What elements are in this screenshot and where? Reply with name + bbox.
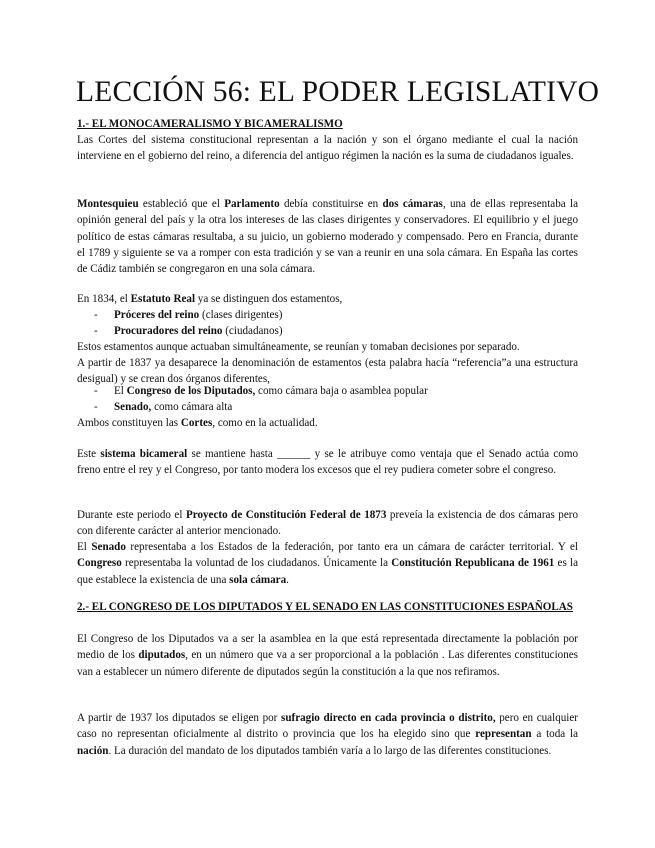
section-1-heading-block [77,116,578,132]
s1-paragraph-9 [77,539,578,588]
text: , una de ellas representaba la opinión general del país y la otra los intereses de las clases dirigentes y conservadores. El equilibrio y el juego político de estas cámaras resultaba, a su juicio, un gobierno moderado y compensado. Pero en Francia, durante el 1789 y siguiente se va a romper con esta tradición y se van a reunir en una sola cámara. En España las cortes de Cádiz también se congregaron en una sola cámara. [77,198,578,276]
estamentos-list [77,307,578,340]
text: Durante este periodo el [77,509,186,521]
text: representaba a los Estados de la federación, por tanto era un cámara de carácter territorial. Y el [125,541,578,553]
term-dos-camaras: dos cámaras [382,198,443,210]
s1-paragraph-2 [77,196,578,277]
bullet-dash: - [94,325,98,338]
s1-paragraph-1: Las Cortes del sistema constitucional representan a la nación y son el órgano mediante el cual la nación interviene en el gobierno del reino, a diferencia del antiguo régimen la nación es la suma de ciudadanos iguales. [77,134,578,163]
s1-paragraph-6 [77,415,578,431]
list-item [77,383,578,399]
term-sufragio-directo: sufragio directo en cada provincia o distrito, [281,712,496,724]
list-item [77,307,578,323]
term-nacion: nación [77,744,109,757]
list-item [77,399,578,415]
text: El Congreso de los Diputados va a ser la asamblea en la que está representada directamente la población por medio de los [77,633,578,662]
bullet-dash: - [94,309,98,321]
text: estableció que el [138,198,225,210]
term-montesquieu: Montesquieu [77,198,139,210]
text: A partir de 1937 los diputados se eligen por [77,712,282,724]
term-representan: representan [475,728,532,741]
text: como cámara alta [151,401,233,414]
text: . [286,573,289,586]
text: representaba la voluntad de los ciudadanos. Únicamente la [121,557,392,570]
text: , en un número que va a ser proporcional a la población . Las diferentes constituciones van a establecer un número diferente de diputados según la constitución a la que nos refiramos. [77,649,579,678]
text: se mantiene hasta ______ y se le atribuye como ventaja que el Senado actúa como freno entre el rey y el Congreso, por tanto modera los excesos que el rey pudiera cometer sobre el congreso. [77,448,578,477]
term-diputados: diputados [138,649,186,662]
text: En 1834, el [77,293,131,305]
list-item-term: Próceres del reino [114,309,200,321]
s1-paragraph-8 [77,507,578,540]
text: como cámara baja o asamblea popular [255,385,428,397]
term-parlamento: Parlamento [224,198,280,210]
text: El [77,541,92,553]
s1-paragraph-3 [77,291,578,307]
term-congreso: Congreso [77,557,122,570]
s2-paragraph-1 [77,631,578,680]
s2-paragraph-2 [77,710,578,759]
section-2-heading: 2.- EL CONGRESO DE LOS DIPUTADOS Y EL SENADO EN LAS CONSTITUCIONES ESPAÑOLAS [77,601,573,613]
text: Ambos constituyen las [77,417,181,429]
bullet-dash: - [94,401,98,414]
list-item [77,323,578,339]
s1-paragraph-5: A partir de 1837 ya desaparece la denominación de estamentos (esta palabra hacía “referencia”a una estructura desigual) y se crean dos órganos diferentes, [77,357,578,386]
text: . La duración del mandato de los diputados también varía a lo largo de las diferentes constituciones. [108,744,552,757]
bullet-dash: - [94,385,98,397]
term-constitucion-republicana: Constitución Republicana de 1961 [391,557,555,570]
section-1-heading: 1.- EL MONOCAMERALISMO Y BICAMERALISMO [77,118,343,130]
text: (ciudadanos) [222,325,283,338]
text: Este [77,448,101,460]
s1-paragraph-7 [77,446,578,479]
text: El [114,385,127,397]
s1-paragraph-4: Estos estamentos aunque actuaban simultáneamente, se reunían y tomaban decisiones por separado. [77,341,520,353]
text: debía constituirse en [279,198,383,210]
term-senado: Senado [91,541,126,553]
text: , como en la actualidad. [212,417,318,429]
section-2-heading-block [77,599,578,615]
text: preveía la existencia de dos cámaras pero con diferente carácter al anterior mencionado. [77,509,578,538]
term-sola-camara: sola cámara [229,573,287,586]
term-proyecto-1873: Proyecto de Constitución Federal de 1873 [185,509,387,521]
list-item-term: Congreso de los Diputados, [126,385,256,397]
page-title: LECCIÓN 56: EL PODER LEGISLATIVO [76,76,600,108]
text: es la que establece la existencia de una [77,557,579,586]
text: ya se distinguen dos estamentos, [195,293,343,305]
text: (clases dirigentes) [199,309,283,321]
text: pero en cualquier caso no representan oficialmente al distrito o provincia que los ha elegido sino que [77,712,578,741]
list-item-term: Procuradores del reino [114,325,223,338]
organos-list [77,383,578,416]
term-cortes: Cortes [180,417,213,429]
term-estatuto-real: Estatuto Real [130,293,196,305]
list-item-term: Senado, [114,401,152,414]
term-sistema-bicameral: sistema bicameral [100,448,188,460]
text: a toda la [531,728,578,741]
